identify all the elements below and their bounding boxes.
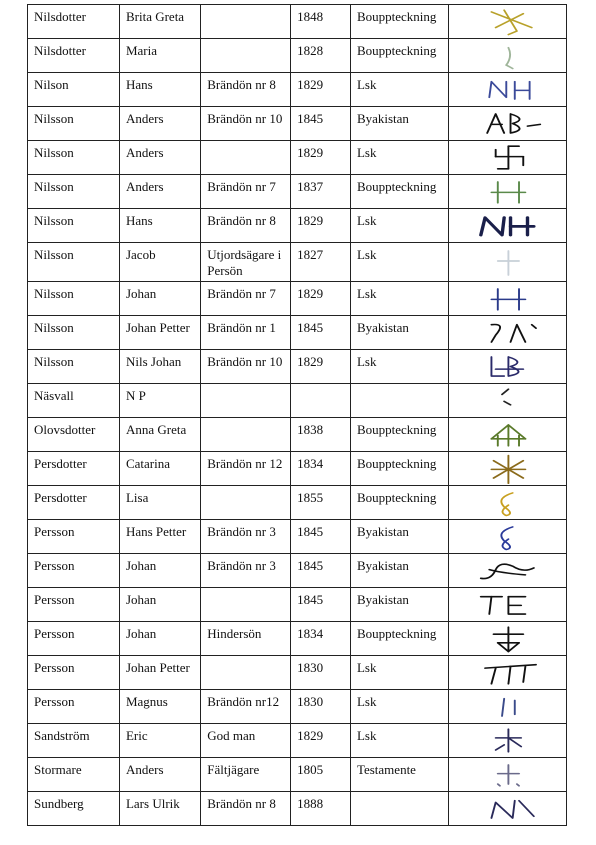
table-row xyxy=(28,5,567,39)
given-name-cell: Johan Petter xyxy=(119,656,200,690)
given-name-cell: Hans xyxy=(119,73,200,107)
place-cell: Brändön nr 10 xyxy=(201,107,291,141)
signature-mark-cell xyxy=(449,622,567,656)
place-cell xyxy=(201,5,291,39)
year-cell: 1830 xyxy=(291,656,351,690)
signature-mark-cell xyxy=(449,350,567,384)
year-cell: 1837 xyxy=(291,175,351,209)
year-cell: 1855 xyxy=(291,486,351,520)
faint-cross-icon xyxy=(449,243,566,281)
place-cell: God man xyxy=(201,724,291,758)
given-name-cell: Anna Greta xyxy=(119,418,200,452)
signature-mark-cell xyxy=(449,452,567,486)
initials-ab-icon xyxy=(449,107,566,140)
document-type-cell: Bouppteckning xyxy=(350,5,448,39)
document-type-cell: Byakistan xyxy=(350,316,448,350)
surname-cell: Stormare xyxy=(28,758,120,792)
year-cell: 1829 xyxy=(291,350,351,384)
surname-cell: Persdotter xyxy=(28,452,120,486)
place-cell: Brändön nr 12 xyxy=(201,452,291,486)
dotted-cross-icon xyxy=(449,758,566,791)
given-name-cell: Eric xyxy=(119,724,200,758)
given-name-cell: Anders xyxy=(119,141,200,175)
table-row xyxy=(28,486,567,520)
surname-cell: Nilsson xyxy=(28,209,120,243)
given-name-cell: Lisa xyxy=(119,486,200,520)
register-body xyxy=(28,5,567,826)
document-type-cell: Byakistan xyxy=(350,520,448,554)
document-type-cell: Testamente xyxy=(350,758,448,792)
signature-mark-cell xyxy=(449,554,567,588)
given-name-cell: Lars Ulrik xyxy=(119,792,200,826)
surname-cell: Sundberg xyxy=(28,792,120,826)
document-type-cell: Lsk xyxy=(350,141,448,175)
table-row xyxy=(28,656,567,690)
document-type-cell: Bouppteckning xyxy=(350,175,448,209)
document-type-cell: Byakistan xyxy=(350,554,448,588)
table-row xyxy=(28,452,567,486)
faint-mark-icon xyxy=(449,39,566,72)
document-type-cell: Byakistan xyxy=(350,107,448,141)
place-cell: Brändön nr 3 xyxy=(201,520,291,554)
initials-lb-icon xyxy=(449,350,566,383)
place-cell xyxy=(201,486,291,520)
signature-mark-cell xyxy=(449,39,567,73)
year-cell: 1829 xyxy=(291,209,351,243)
year-cell: 1805 xyxy=(291,758,351,792)
initials-te-icon xyxy=(449,588,566,621)
given-name-cell: Hans Petter xyxy=(119,520,200,554)
given-name-cell: Johan xyxy=(119,588,200,622)
initials-jp-icon xyxy=(449,316,566,349)
table-row xyxy=(28,758,567,792)
given-name-cell: Brita Greta xyxy=(119,5,200,39)
surname-cell: Nilsson xyxy=(28,316,120,350)
given-name-cell: Anders xyxy=(119,107,200,141)
table-row xyxy=(28,316,567,350)
given-name-cell: Maria xyxy=(119,39,200,73)
document-type-cell: Lsk xyxy=(350,243,448,282)
year-cell: 1834 xyxy=(291,452,351,486)
surname-cell: Persson xyxy=(28,520,120,554)
surname-cell: Nilsson xyxy=(28,107,120,141)
signature-register-table xyxy=(27,4,567,826)
anchor-mark-icon xyxy=(449,622,566,655)
year-cell: 1845 xyxy=(291,316,351,350)
surname-cell: Nilsson xyxy=(28,175,120,209)
place-cell: Brändön nr 3 xyxy=(201,554,291,588)
document-type-cell: Lsk xyxy=(350,656,448,690)
table-row xyxy=(28,282,567,316)
table-row xyxy=(28,690,567,724)
given-name-cell: Nils Johan xyxy=(119,350,200,384)
year-cell: 1829 xyxy=(291,141,351,175)
place-cell xyxy=(201,141,291,175)
surname-cell: Nilsson xyxy=(28,243,120,282)
document-type-cell: Bouppteckning xyxy=(350,622,448,656)
h-mark-icon xyxy=(449,175,566,208)
given-name-cell: Jacob xyxy=(119,243,200,282)
given-name-cell: Hans xyxy=(119,209,200,243)
table-row xyxy=(28,175,567,209)
table-row xyxy=(28,243,567,282)
signature-mark-cell xyxy=(449,282,567,316)
surname-cell: Persson xyxy=(28,554,120,588)
table-row xyxy=(28,724,567,758)
year-cell: 1845 xyxy=(291,588,351,622)
document-type-cell: Bouppteckning xyxy=(350,486,448,520)
document-type-cell: Lsk xyxy=(350,73,448,107)
year-cell: 1845 xyxy=(291,520,351,554)
signature-mark-cell xyxy=(449,175,567,209)
given-name-cell: N P xyxy=(119,384,200,418)
surname-cell: Persson xyxy=(28,690,120,724)
surname-cell: Nilsson xyxy=(28,141,120,175)
swastika-mark-icon xyxy=(449,141,566,174)
bar-mark-icon xyxy=(449,656,566,689)
small-mark-icon xyxy=(449,384,566,417)
loop-mark-icon xyxy=(449,520,566,553)
table-row xyxy=(28,588,567,622)
surname-cell: Persdotter xyxy=(28,486,120,520)
document-type-cell: Bouppteckning xyxy=(350,39,448,73)
surname-cell: Näsvall xyxy=(28,384,120,418)
place-cell xyxy=(201,384,291,418)
surname-cell: Nilsdotter xyxy=(28,39,120,73)
document-type-cell: Byakistan xyxy=(350,588,448,622)
signature-mark-cell xyxy=(449,588,567,622)
signature-mark-cell xyxy=(449,690,567,724)
signature-mark-cell xyxy=(449,209,567,243)
place-cell: Brändön nr 7 xyxy=(201,175,291,209)
year-cell: 1845 xyxy=(291,554,351,588)
given-name-cell: Anders xyxy=(119,175,200,209)
star-cross-icon xyxy=(449,452,566,485)
year-cell: 1829 xyxy=(291,724,351,758)
cross-flag-icon xyxy=(449,724,566,757)
year-cell: 1827 xyxy=(291,243,351,282)
signature-mark-cell xyxy=(449,486,567,520)
document-type-cell: Bouppteckning xyxy=(350,418,448,452)
document-type-cell: Lsk xyxy=(350,350,448,384)
surname-cell: Olovsdotter xyxy=(28,418,120,452)
given-name-cell: Johan xyxy=(119,622,200,656)
table-row xyxy=(28,209,567,243)
document-type-cell xyxy=(350,384,448,418)
year-cell: 1830 xyxy=(291,690,351,724)
table-row xyxy=(28,418,567,452)
surname-cell: Persson xyxy=(28,622,120,656)
given-name-cell: Magnus xyxy=(119,690,200,724)
year-cell: 1829 xyxy=(291,73,351,107)
place-cell: Brändön nr 1 xyxy=(201,316,291,350)
year-cell: 1845 xyxy=(291,107,351,141)
given-name-cell: Johan xyxy=(119,554,200,588)
document-type-cell: Bouppteckning xyxy=(350,452,448,486)
table-row xyxy=(28,350,567,384)
signature-mark-cell xyxy=(449,107,567,141)
table-row xyxy=(28,73,567,107)
place-cell: Utjordsägare i Persön xyxy=(201,243,291,282)
place-cell: Brändön nr 8 xyxy=(201,209,291,243)
surname-cell: Nilsson xyxy=(28,350,120,384)
place-cell xyxy=(201,418,291,452)
faint-lines-icon xyxy=(449,690,566,723)
surname-cell: Persson xyxy=(28,656,120,690)
signature-mark-cell xyxy=(449,316,567,350)
signature-mark-cell xyxy=(449,5,567,39)
initials-n-icon xyxy=(449,792,566,825)
table-row xyxy=(28,792,567,826)
initials-nh-icon xyxy=(449,73,566,106)
year-cell: 1848 xyxy=(291,5,351,39)
place-cell: Hindersön xyxy=(201,622,291,656)
place-cell: Fältjägare xyxy=(201,758,291,792)
house-mark-icon xyxy=(449,418,566,451)
table-row xyxy=(28,622,567,656)
given-name-cell: Anders xyxy=(119,758,200,792)
table-row xyxy=(28,554,567,588)
document-type-cell: Lsk xyxy=(350,690,448,724)
signature-mark-cell xyxy=(449,758,567,792)
signature-mark-cell xyxy=(449,724,567,758)
year-cell: 1888 xyxy=(291,792,351,826)
year-cell xyxy=(291,384,351,418)
table-row xyxy=(28,107,567,141)
document-type-cell: Lsk xyxy=(350,282,448,316)
signature-mark-cell xyxy=(449,243,567,282)
document-type-cell: Lsk xyxy=(350,724,448,758)
surname-cell: Nilsson xyxy=(28,282,120,316)
scroll-mark-icon xyxy=(449,554,566,587)
surname-cell: Persson xyxy=(28,588,120,622)
year-cell: 1838 xyxy=(291,418,351,452)
table-row xyxy=(28,141,567,175)
place-cell xyxy=(201,656,291,690)
surname-cell: Nilson xyxy=(28,73,120,107)
year-cell: 1834 xyxy=(291,622,351,656)
place-cell: Brändön nr12 xyxy=(201,690,291,724)
table-row xyxy=(28,384,567,418)
loop-mark-icon xyxy=(449,486,566,519)
signature-mark-cell xyxy=(449,384,567,418)
initials-nh-bold-icon xyxy=(449,209,566,242)
place-cell: Brändön nr 10 xyxy=(201,350,291,384)
place-cell xyxy=(201,588,291,622)
place-cell xyxy=(201,39,291,73)
document-type-cell xyxy=(350,792,448,826)
cross-mark-icon xyxy=(449,5,566,38)
given-name-cell: Johan xyxy=(119,282,200,316)
signature-mark-cell xyxy=(449,73,567,107)
table-row xyxy=(28,39,567,73)
given-name-cell: Catarina xyxy=(119,452,200,486)
surname-cell: Sandström xyxy=(28,724,120,758)
table-row xyxy=(28,520,567,554)
h-mark-icon xyxy=(449,282,566,315)
surname-cell: Nilsdotter xyxy=(28,5,120,39)
signature-mark-cell xyxy=(449,418,567,452)
place-cell: Brändön nr 8 xyxy=(201,73,291,107)
place-cell: Brändön nr 7 xyxy=(201,282,291,316)
signature-mark-cell xyxy=(449,792,567,826)
year-cell: 1829 xyxy=(291,282,351,316)
place-cell: Brändön nr 8 xyxy=(201,792,291,826)
document-type-cell: Lsk xyxy=(350,209,448,243)
signature-mark-cell xyxy=(449,520,567,554)
year-cell: 1828 xyxy=(291,39,351,73)
given-name-cell: Johan Petter xyxy=(119,316,200,350)
signature-mark-cell xyxy=(449,141,567,175)
signature-mark-cell xyxy=(449,656,567,690)
